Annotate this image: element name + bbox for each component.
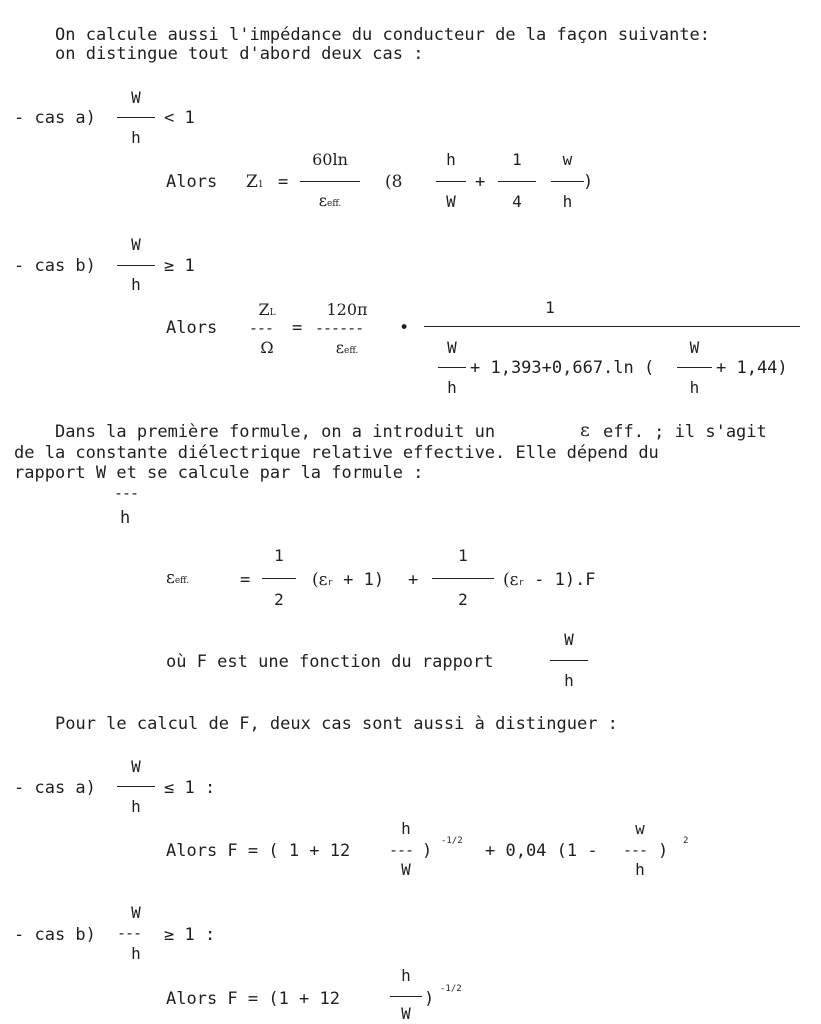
f2-den: 4 (512, 192, 522, 211)
f-a-w: W (401, 860, 411, 879)
f-case-a-den: h (131, 797, 141, 816)
f-desc-text: où F est une fonction du rapport (166, 652, 494, 672)
denominator-tail: + 1,44) (716, 358, 788, 378)
omega-den: Ω (260, 338, 274, 357)
f-case-b-num: W (131, 903, 141, 922)
f-a-dash2: --- (623, 841, 648, 859)
half2-bar (432, 578, 494, 579)
case-a-relation: < 1 (164, 108, 195, 128)
pi-dashes: ------ (315, 319, 364, 337)
case-b-relation: ≥ 1 (164, 256, 195, 276)
pi-num: 120π (326, 300, 368, 319)
f-b-close: ) (424, 989, 435, 1009)
zl-num: ZL (258, 300, 276, 319)
w-num: W (447, 338, 457, 357)
half1-bar (262, 578, 296, 579)
f-desc-num: W (564, 630, 574, 649)
case-a-den: h (131, 128, 141, 147)
f-a-h: h (401, 819, 411, 838)
eeff-equals: = (240, 570, 251, 590)
h-den: h (447, 378, 457, 397)
z1-symbol: Z1 (246, 172, 264, 192)
half1-den: 2 (274, 590, 284, 609)
f-a-close: ) (422, 841, 433, 861)
para-line-3: rapport W et se calcule par la formule : (14, 463, 424, 483)
f-desc-den: h (564, 671, 574, 690)
f-case-b-relation: ≥ 1 : (164, 925, 216, 945)
f-desc-bar (550, 660, 588, 661)
f-case-b-label: - cas b) (14, 925, 96, 945)
f-intro: Pour le calcul de F, deux cas sont aussi à distinguer : (55, 714, 618, 734)
eeff-symbol: εeff. (166, 568, 190, 588)
para-line-1a: Dans la première formule, on a introduit un (55, 422, 496, 442)
equals-sign: = (292, 318, 303, 338)
case-a-label: - cas a) (14, 108, 96, 128)
term1: (εr + 1) (312, 570, 385, 590)
plus-sign: + (475, 172, 486, 192)
f-b-bar (390, 996, 422, 997)
f-a-mid: + 0,04 (1 - (485, 841, 598, 861)
half2-num: 1 (458, 546, 468, 565)
f-a-h2: h (635, 860, 645, 879)
case-b-num: W (131, 235, 141, 254)
f-case-b-den: h (131, 944, 141, 963)
f-case-a-num: W (131, 757, 141, 776)
intro-line-2: on distingue tout d'abord deux cas : (55, 44, 424, 64)
f3-num: w (562, 150, 573, 169)
close-paren: ) (583, 172, 594, 192)
z1-num: 60ln (312, 150, 348, 169)
f-a-w2: w (635, 819, 645, 838)
denominator-expr: + 1,393+0,667.ln ( (470, 358, 655, 378)
f-b-h: h (401, 966, 411, 985)
para-dashes: --- (114, 484, 139, 502)
f-a-close2: ) (658, 841, 669, 861)
f-b-exp: -1/2 (440, 984, 462, 994)
para-line-1b: eff. ; il s'agit (603, 422, 767, 442)
f-a-exp: -1/2 (441, 836, 463, 846)
f-a-dash: --- (389, 841, 414, 859)
f-a-exp2: 2 (683, 836, 689, 846)
w2-bar (677, 367, 712, 368)
f1-den: W (446, 192, 456, 211)
f2-num: 1 (512, 150, 522, 169)
f-case-a-relation: ≤ 1 : (164, 778, 216, 798)
half2-den: 2 (458, 590, 468, 609)
term2: (εr - 1).F (503, 570, 596, 590)
case-a-num: W (131, 88, 141, 107)
f-case-a-label: - cas a) (14, 778, 96, 798)
alors-label: Alors (166, 172, 218, 192)
zl-dashes: --- (249, 319, 274, 337)
z1-den: εeff. (318, 191, 342, 210)
f3-den: h (562, 192, 573, 211)
alors-label: Alors (166, 318, 218, 338)
w-bar (438, 367, 466, 368)
main-bar (424, 326, 800, 327)
h2-den: h (689, 378, 700, 397)
equals-sign: = (278, 172, 289, 192)
para-line-2: de la constante diélectrique relative effective. Elle dépend du (14, 443, 659, 463)
eeff-plus: + (408, 570, 419, 590)
open-paren-8: (8 (385, 172, 403, 192)
f-a-formula: Alors F = ( 1 + 12 (166, 841, 351, 861)
intro-line-1: On calcule aussi l'impédance du conducteur de la façon suivante: (55, 25, 711, 45)
para-h: h (120, 508, 131, 528)
z1-bar (300, 181, 360, 182)
f-case-b-dash: --- (117, 924, 142, 942)
half1-num: 1 (274, 546, 284, 565)
f2-bar (498, 181, 536, 182)
para-eps: ε (580, 419, 590, 441)
w2-num: W (689, 338, 700, 357)
f3-bar (551, 181, 584, 182)
f1-bar (436, 181, 466, 182)
f-b-w: W (401, 1004, 411, 1023)
case-b-label: - cas b) (14, 256, 96, 276)
bullet-dot: • (399, 318, 410, 338)
case-b-bar (117, 265, 155, 266)
f1-num: h (446, 150, 456, 169)
case-a-bar (117, 117, 155, 118)
eps-den: εeff. (335, 338, 359, 357)
case-b-den: h (131, 275, 141, 294)
f-b-formula: Alors F = (1 + 12 (166, 989, 340, 1009)
f-case-a-bar (117, 786, 155, 787)
one-num: 1 (545, 298, 555, 317)
